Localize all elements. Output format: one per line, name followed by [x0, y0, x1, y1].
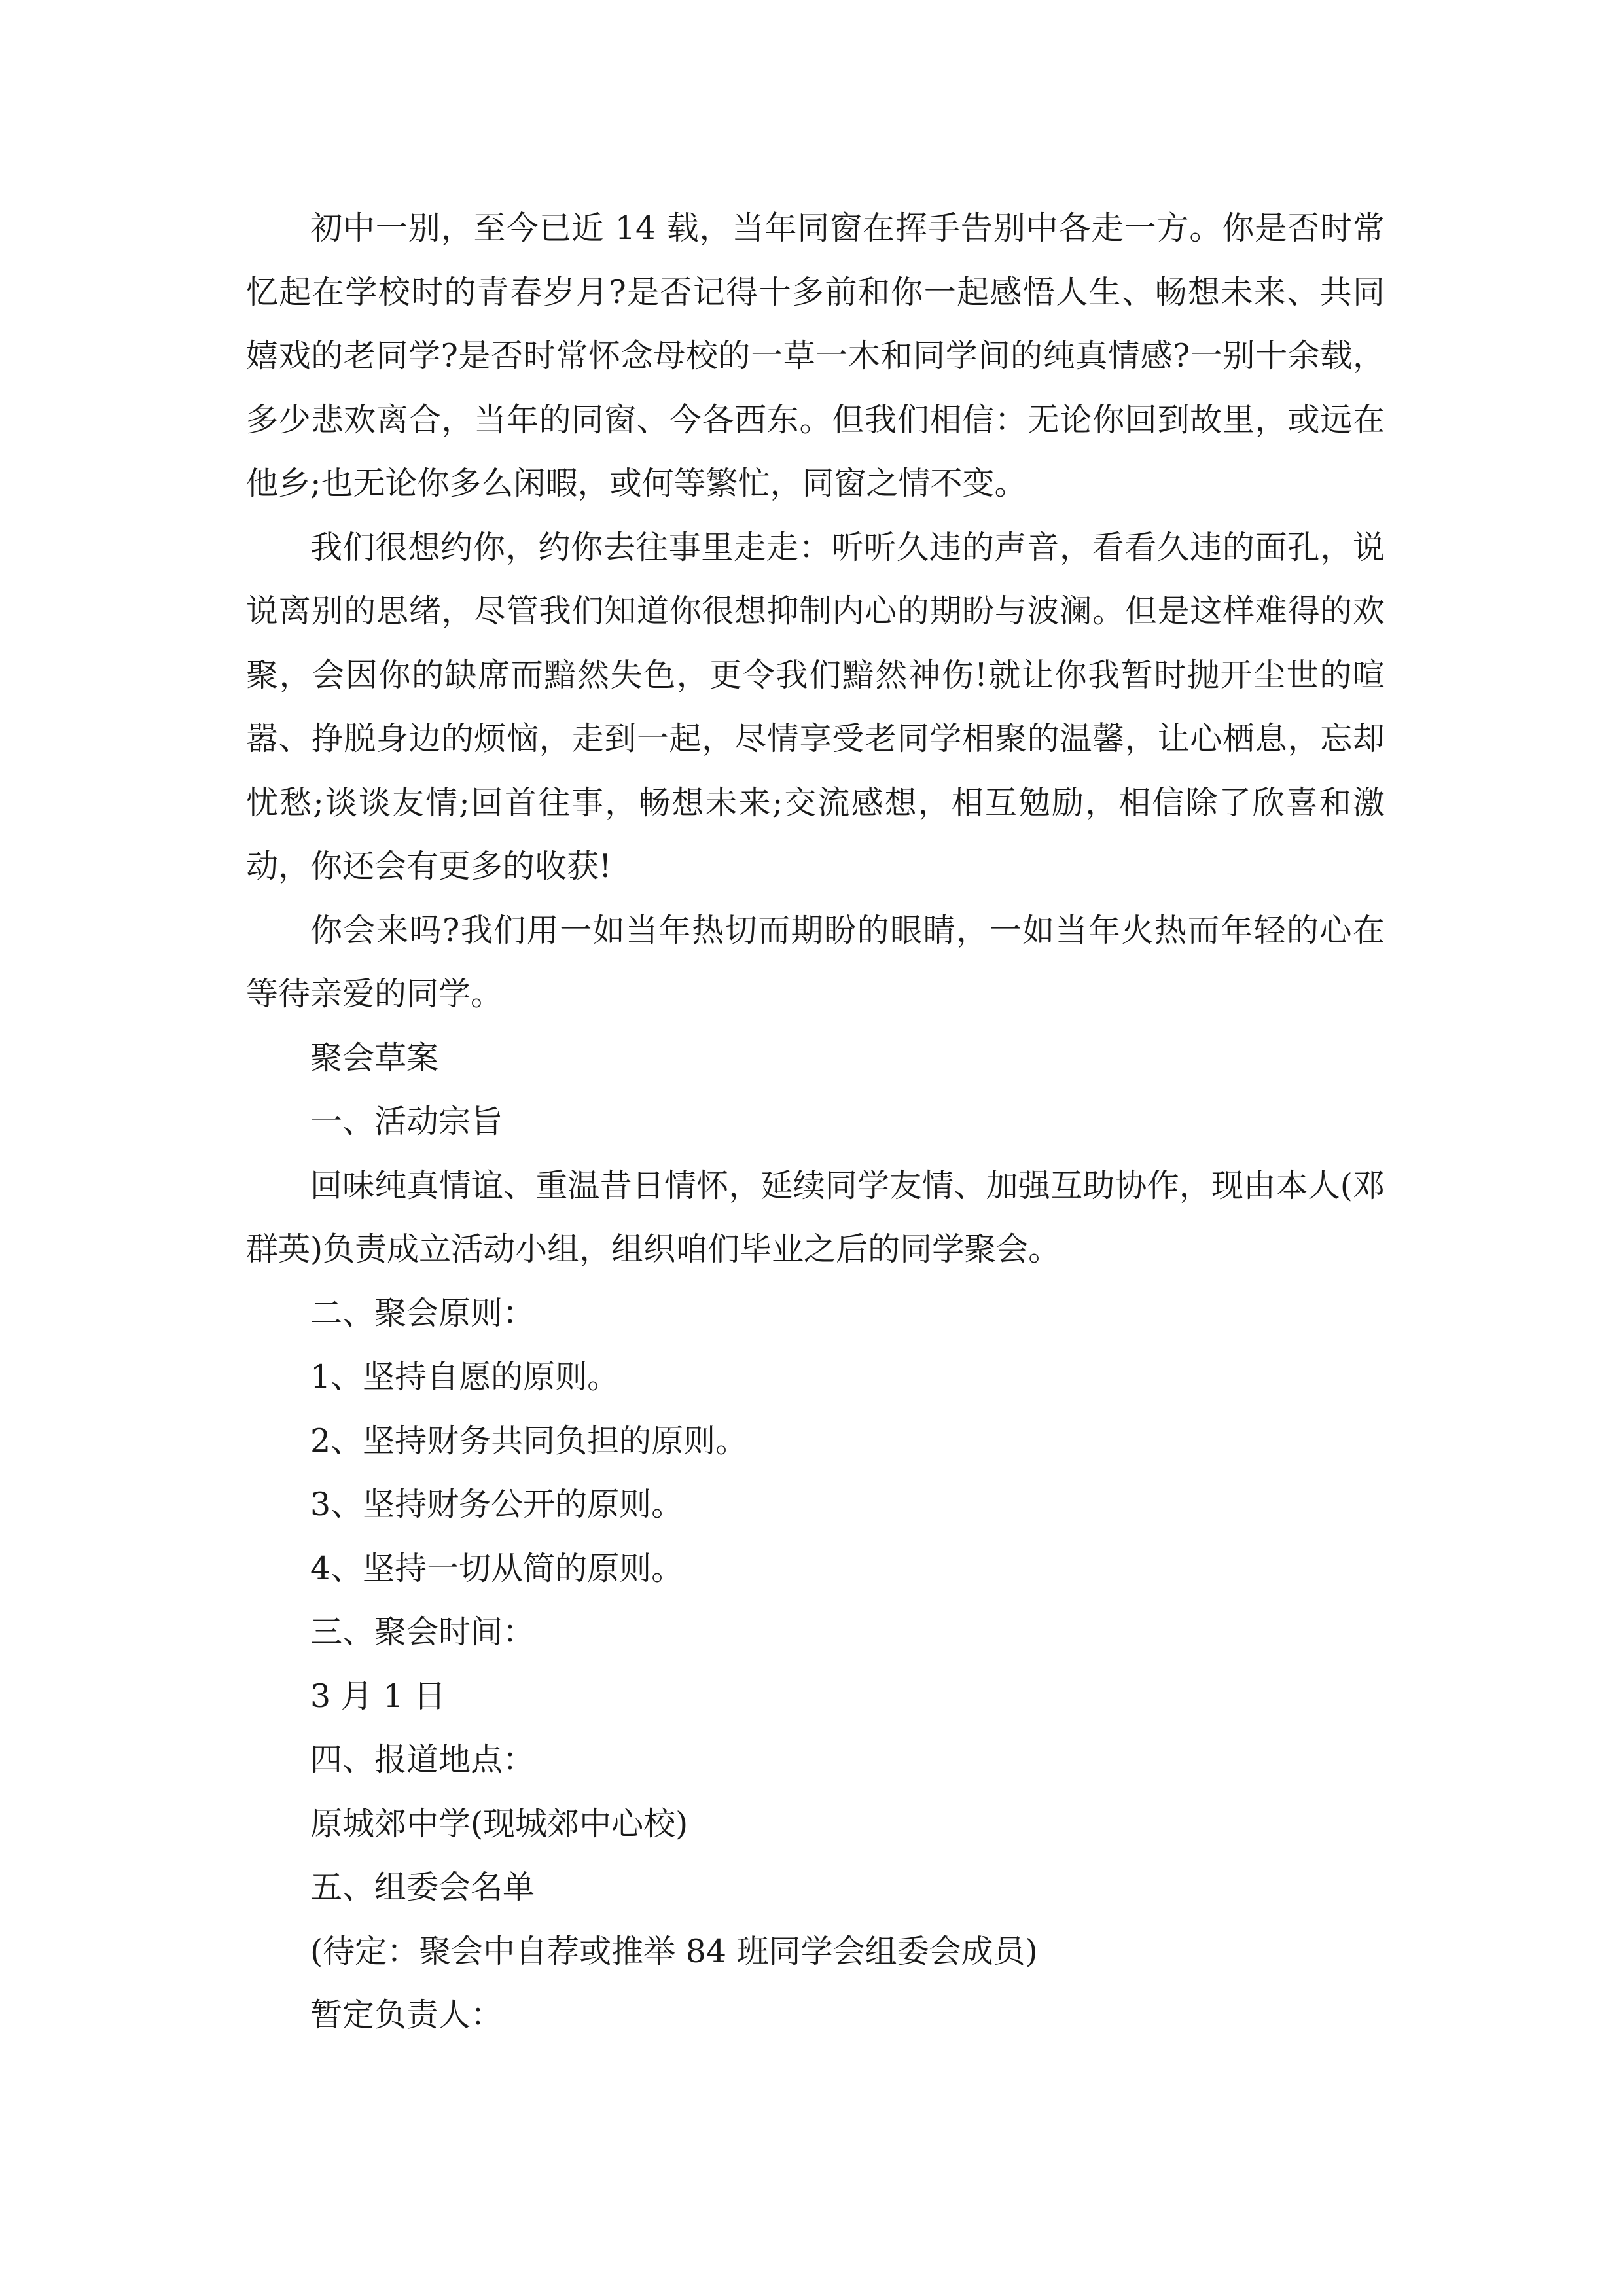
- section-heading-draft: 聚会草案: [310, 1039, 439, 1077]
- closing-paragraph: 你会来吗?我们用一如当年热切而期盼的眼睛，一如当年火热而年轻的心在等待亲爱的同学。: [246, 911, 1385, 1013]
- intro-paragraph: 初中一别，至今已近 14 载，当年同窗在挥手告别中各走一方。你是否时常忆起在学校时的青春岁月?是否记得十多前和你一起感悟人生、畅想未来、共同嬉戏的老同学?是否时常怀念母校的一草一木和同学间的纯真情感?一别十余载，多少悲欢离合，当年的同窗、今各西东。但我们相信：无论你回到故里，或远在他乡;也无论你多么闲暇，或何等繁忙，同窗之情不变。: [246, 209, 1385, 502]
- principle-item: 4、坚持一切从简的原则。: [310, 1549, 684, 1587]
- invitation-paragraph: 我们很想约你，约你去往事里走走：听听久违的声音，看看久违的面孔，说说离别的思绪，尽管我们知道你很想抑制内心的期盼与波澜。但是这样难得的欢聚，会因你的缺席而黯然失色，更令我们黯然神伤!就让你我暂时抛开尘世的喧嚣、挣脱身边的烦恼，走到一起，尽情享受老同学相聚的温馨，让心栖息，忘却忧愁;谈谈友情;回首往事，畅想未来;交流感想，相互勉励，相信除了欣喜和激动，你还会有更多的收获!: [246, 528, 1385, 885]
- principle-item: 1、坚持自愿的原则。: [310, 1358, 620, 1395]
- purpose-paragraph: 回味纯真情谊、重温昔日情怀，延续同学友情、加强互助协作，现由本人(邓群英)负责成立活动小组，组织咱们毕业之后的同学聚会。: [246, 1166, 1385, 1268]
- committee-note: (待定：聚会中自荐或推举 84 班同学会组委会成员): [310, 1932, 1038, 1970]
- section-heading-time: 三、聚会时间：: [310, 1613, 535, 1651]
- section-heading-purpose: 一、活动宗旨: [310, 1103, 503, 1140]
- principle-item: 2、坚持财务共同负担的原则。: [310, 1422, 748, 1460]
- section-heading-committee: 五、组委会名单: [310, 1869, 535, 1906]
- document-page: [246, 196, 1385, 2047]
- section-heading-location: 四、报道地点：: [310, 1741, 535, 1778]
- meeting-location: 原城郊中学(现城郊中心校): [310, 1804, 688, 1842]
- principle-item: 3、坚持财务公开的原则。: [310, 1486, 684, 1523]
- meeting-date: 3 月 1 日: [310, 1677, 446, 1715]
- interim-leader-label: 暂定负责人：: [310, 1996, 503, 2034]
- section-heading-principles: 二、聚会原则：: [310, 1294, 535, 1332]
